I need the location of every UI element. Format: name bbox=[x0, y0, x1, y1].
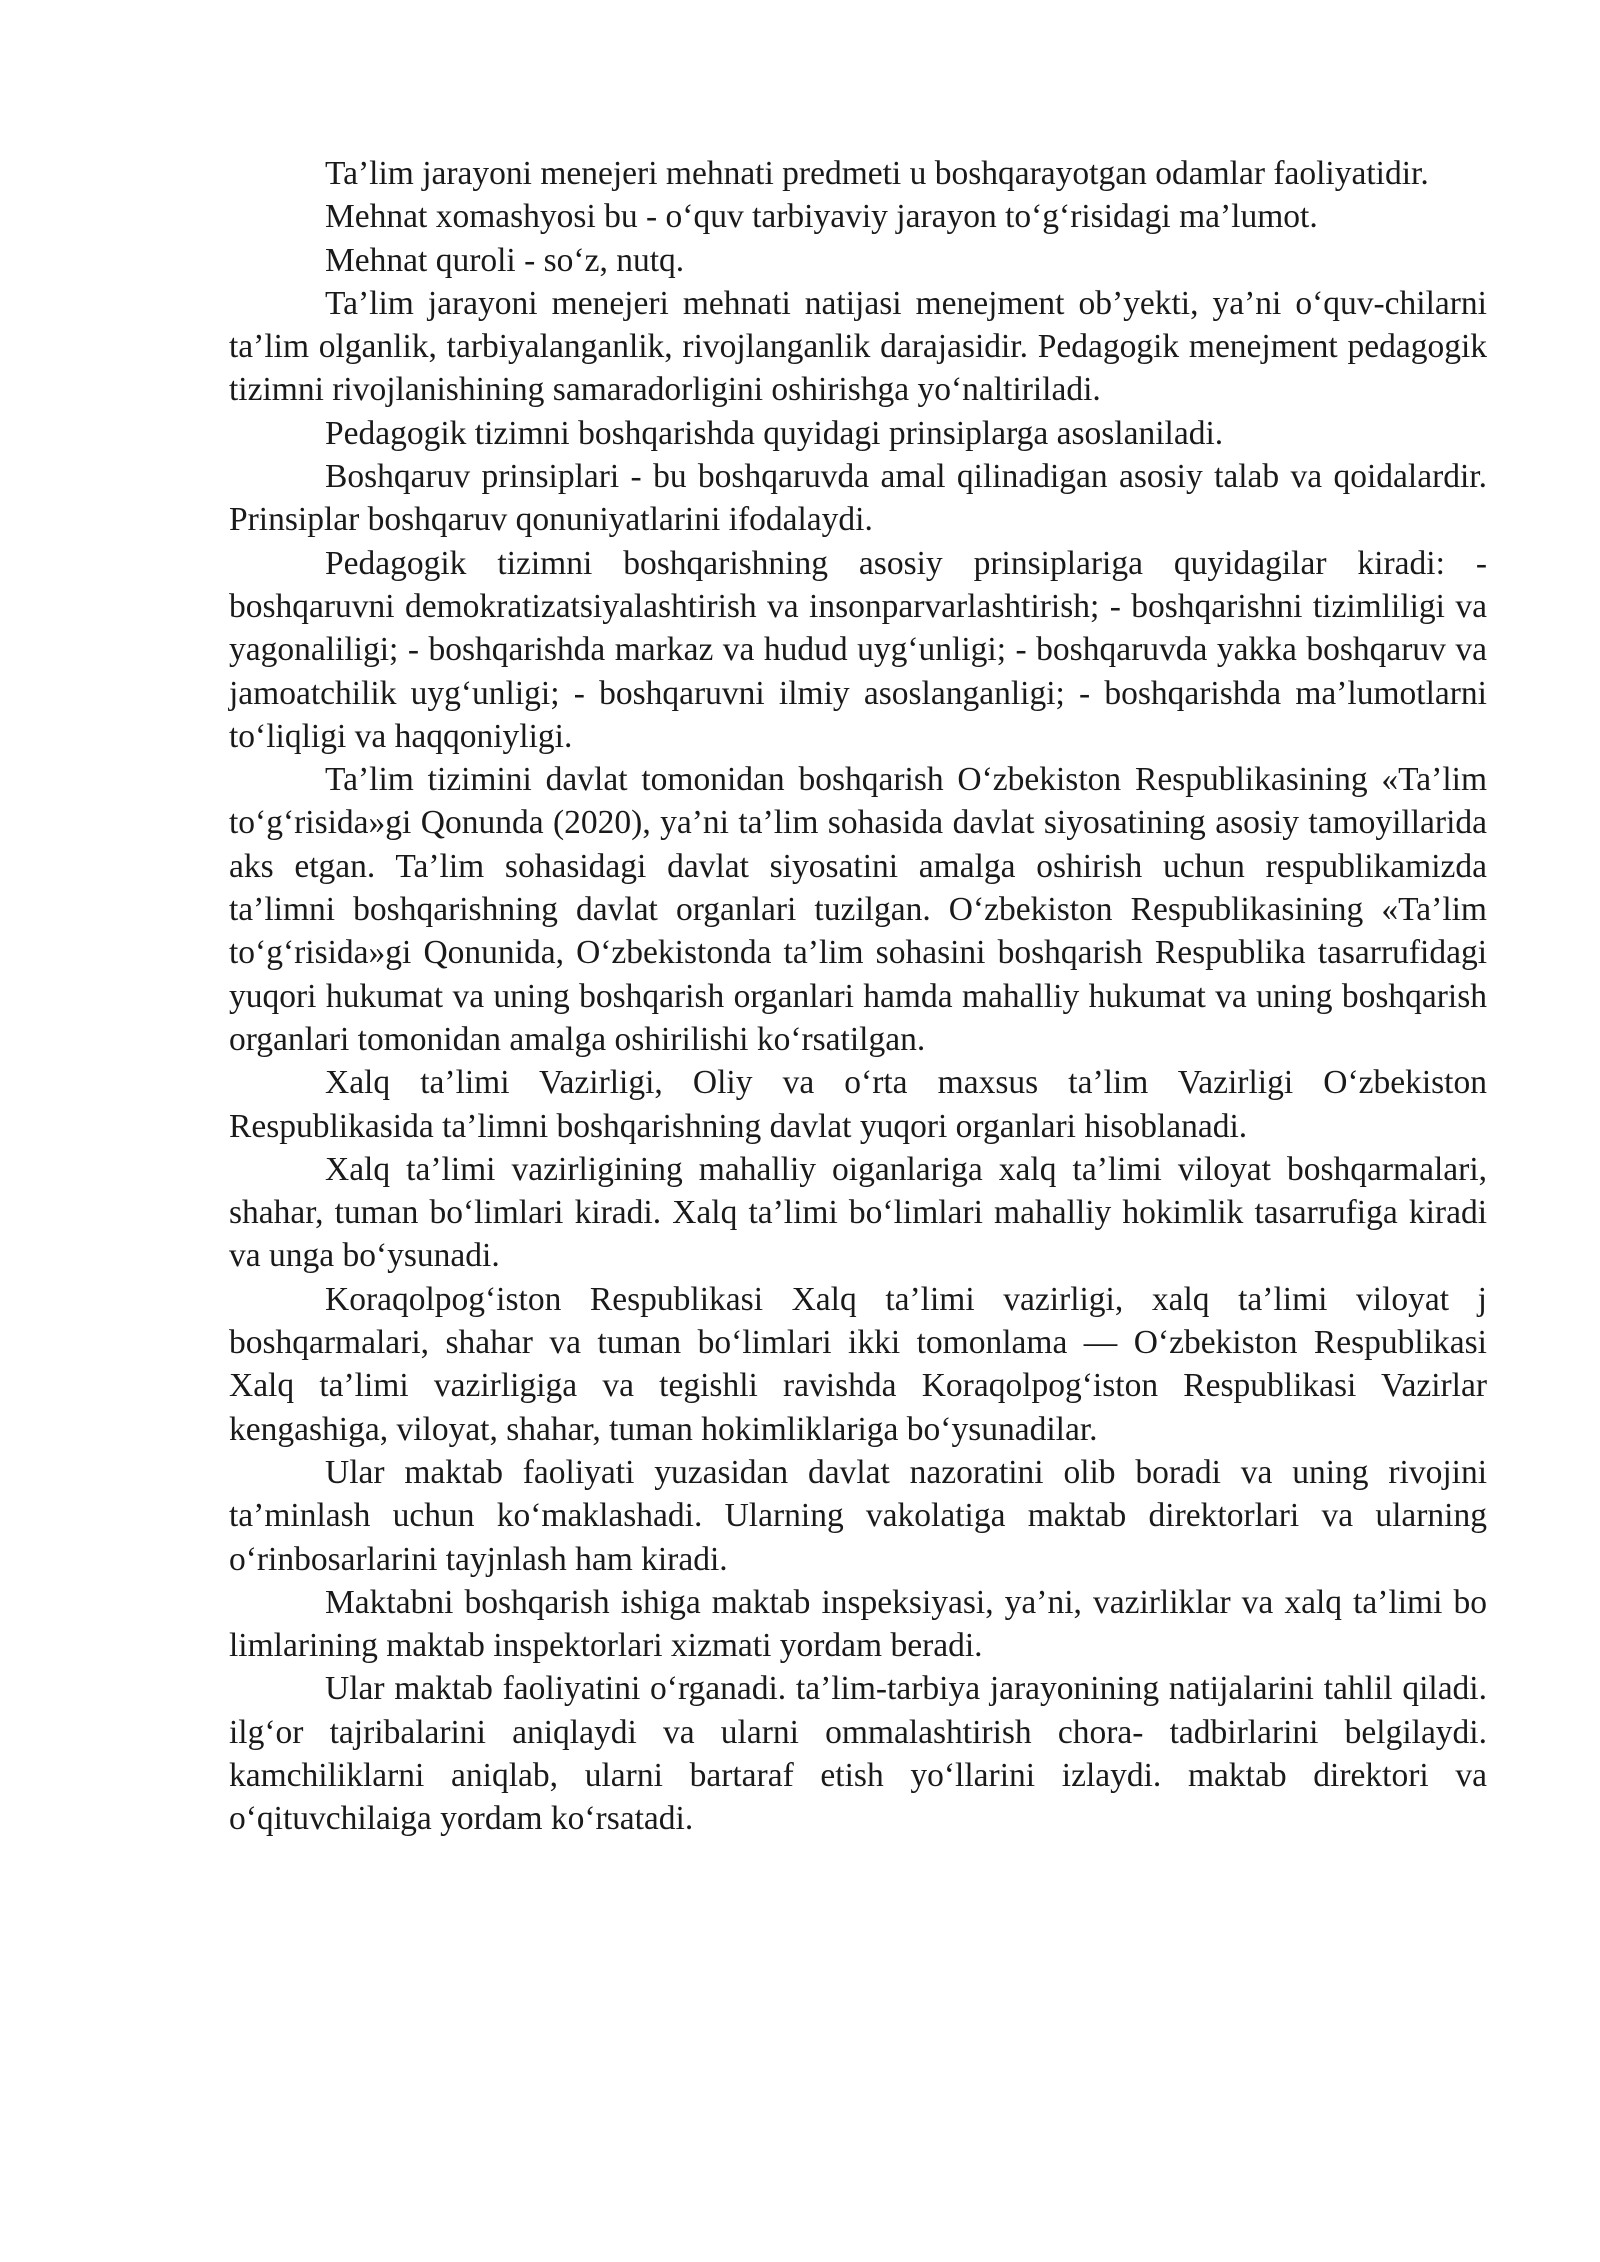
paragraph-8: Ta’lim tizimini davlat tomonidan boshqarish O‘zbekiston Respublikasining «Ta’lim to‘g‘risida»gi Qonunda (2020), ya’ni ta’lim sohasida davlat siyosatining asosiy tamoyillarida aks etgan. Ta’lim sohasidagi davlat siyosatini amalga oshirish uchun respublikamizda ta’limni boshqarishning davlat organlari tuzilgan. O‘zbekiston Respublikasining «Ta’lim to‘g‘risida»gi Qonunida, O‘zbekistonda ta’lim sohasini boshqarish Respublika tasarrufidagi yuqori hukumat va uning boshqarish organlari hamda mahalliy hukumat va uning boshqarish organlari tomonidan amalga oshirilishi ko‘rsatilgan. bbox=[229, 761, 1487, 1058]
paragraph-7: Pedagogik tizimni boshqarishning asosiy prinsiplariga quyidagilar kiradi: - boshqaruvni demokratizatsiyalashtirish va insonparvarlashtirish; - boshqarishni tizimliligi va yagonaliligi; - boshqarishda markaz va hudud uyg‘unligi; - boshqaruvda yakka boshqaruv va jamoatchilik uyg‘unligi; - boshqaruvni ilmiy asoslanganligi; - boshqarishda ma’lumotlarni to‘liqligi va haqqoniyligi. bbox=[229, 544, 1487, 755]
paragraph-12: Ular maktab faoliyati yuzasidan davlat nazoratini olib boradi va uning rivojini ta’minlash uchun ko‘maklashadi. Ularning vakolatiga maktab direktorlari va ularning o‘rinbosarlarini tayjnlash ham kiradi. bbox=[229, 1453, 1487, 1578]
paragraph-13: Maktabni boshqarish ishiga maktab inspeksiyasi, ya’ni, vazirliklar va xalq ta’limi bo limlarining maktab inspektorlari xizmati yordam beradi. bbox=[229, 1583, 1487, 1665]
paragraph-2: Mehnat xomashyosi bu - o‘quv tarbiyaviy jarayon to‘g‘risidagi ma’lumot. bbox=[325, 198, 1318, 236]
paragraph-1: Ta’lim jarayoni menejeri mehnati predmeti u boshqarayotgan odamlar faoliyatidir. bbox=[325, 155, 1429, 192]
paragraph-3: Mehnat quroli - so‘z, nutq. bbox=[325, 241, 685, 279]
paragraph-6: Boshqaruv prinsiplari - bu boshqaruvda amal qilinadigan asosiy talab va qoidalardir. Prinsiplar boshqaruv qonuniyatlarini ifodalaydi. bbox=[229, 458, 1487, 539]
paragraph-5: Pedagogik tizimni boshqarishda quyidagi prinsiplarga asoslaniladi. bbox=[325, 414, 1224, 452]
paragraph-10: Xalq ta’limi vazirligining mahalliy oiganlariga xalq ta’limi viloyat boshqarmalari, shahar, tuman bo‘limlari kiradi. Xalq ta’limi bo‘limlari mahalliy hokimlik tasarrufiga kiradi va unga bo‘ysunadi. bbox=[229, 1150, 1487, 1275]
paragraph-11: Koraqolpog‘iston Respublikasi Xalq ta’limi vazirligi, xalq ta’limi viloyat j boshqarmalari, shahar va tuman bo‘limlari ikki tomonlama — O‘zbekiston Respublikasi Xalq ta’limi vazirligiga va tegishli ravishda Koraqolpog‘iston Respublikasi Vazirlar kengashiga, viloyat, shahar, tuman hokimliklariga bo‘ysunadilar. bbox=[229, 1280, 1487, 1448]
document-body bbox=[229, 152, 1487, 1841]
paragraph-4: Ta’lim jarayoni menejeri mehnati natijasi menejment ob’yekti, ya’ni o‘quv-chilarni ta’lim olganlik, tarbiyalanganlik, rivojlanganlik darajasidir. Pedagogik menejment pedagogik tizimni rivojlanishining samaradorligini oshirishga yo‘naltiriladi. bbox=[229, 284, 1487, 409]
paragraph-14: Ular maktab faoliyatini o‘rganadi. ta’lim-tarbiya jarayonining natijalarini tahlil qiladi. ilg‘or tajribalarini aniqlaydi va ularni ommalashtirish chora- tadbirlarini belgilaydi. kamchiliklarni aniqlab, ularni bartaraf etish yo‘llarini izlaydi. maktab direktori va o‘qituvchilaiga yordam ko‘rsatadi. bbox=[229, 1670, 1487, 1838]
paragraph-9: Xalq ta’limi Vazirligi, Oliy va o‘rta maxsus ta’lim Vazirligi O‘zbekiston Respublikasida ta’limni boshqarishning davlat yuqori organlari hisoblanadi. bbox=[229, 1064, 1487, 1145]
